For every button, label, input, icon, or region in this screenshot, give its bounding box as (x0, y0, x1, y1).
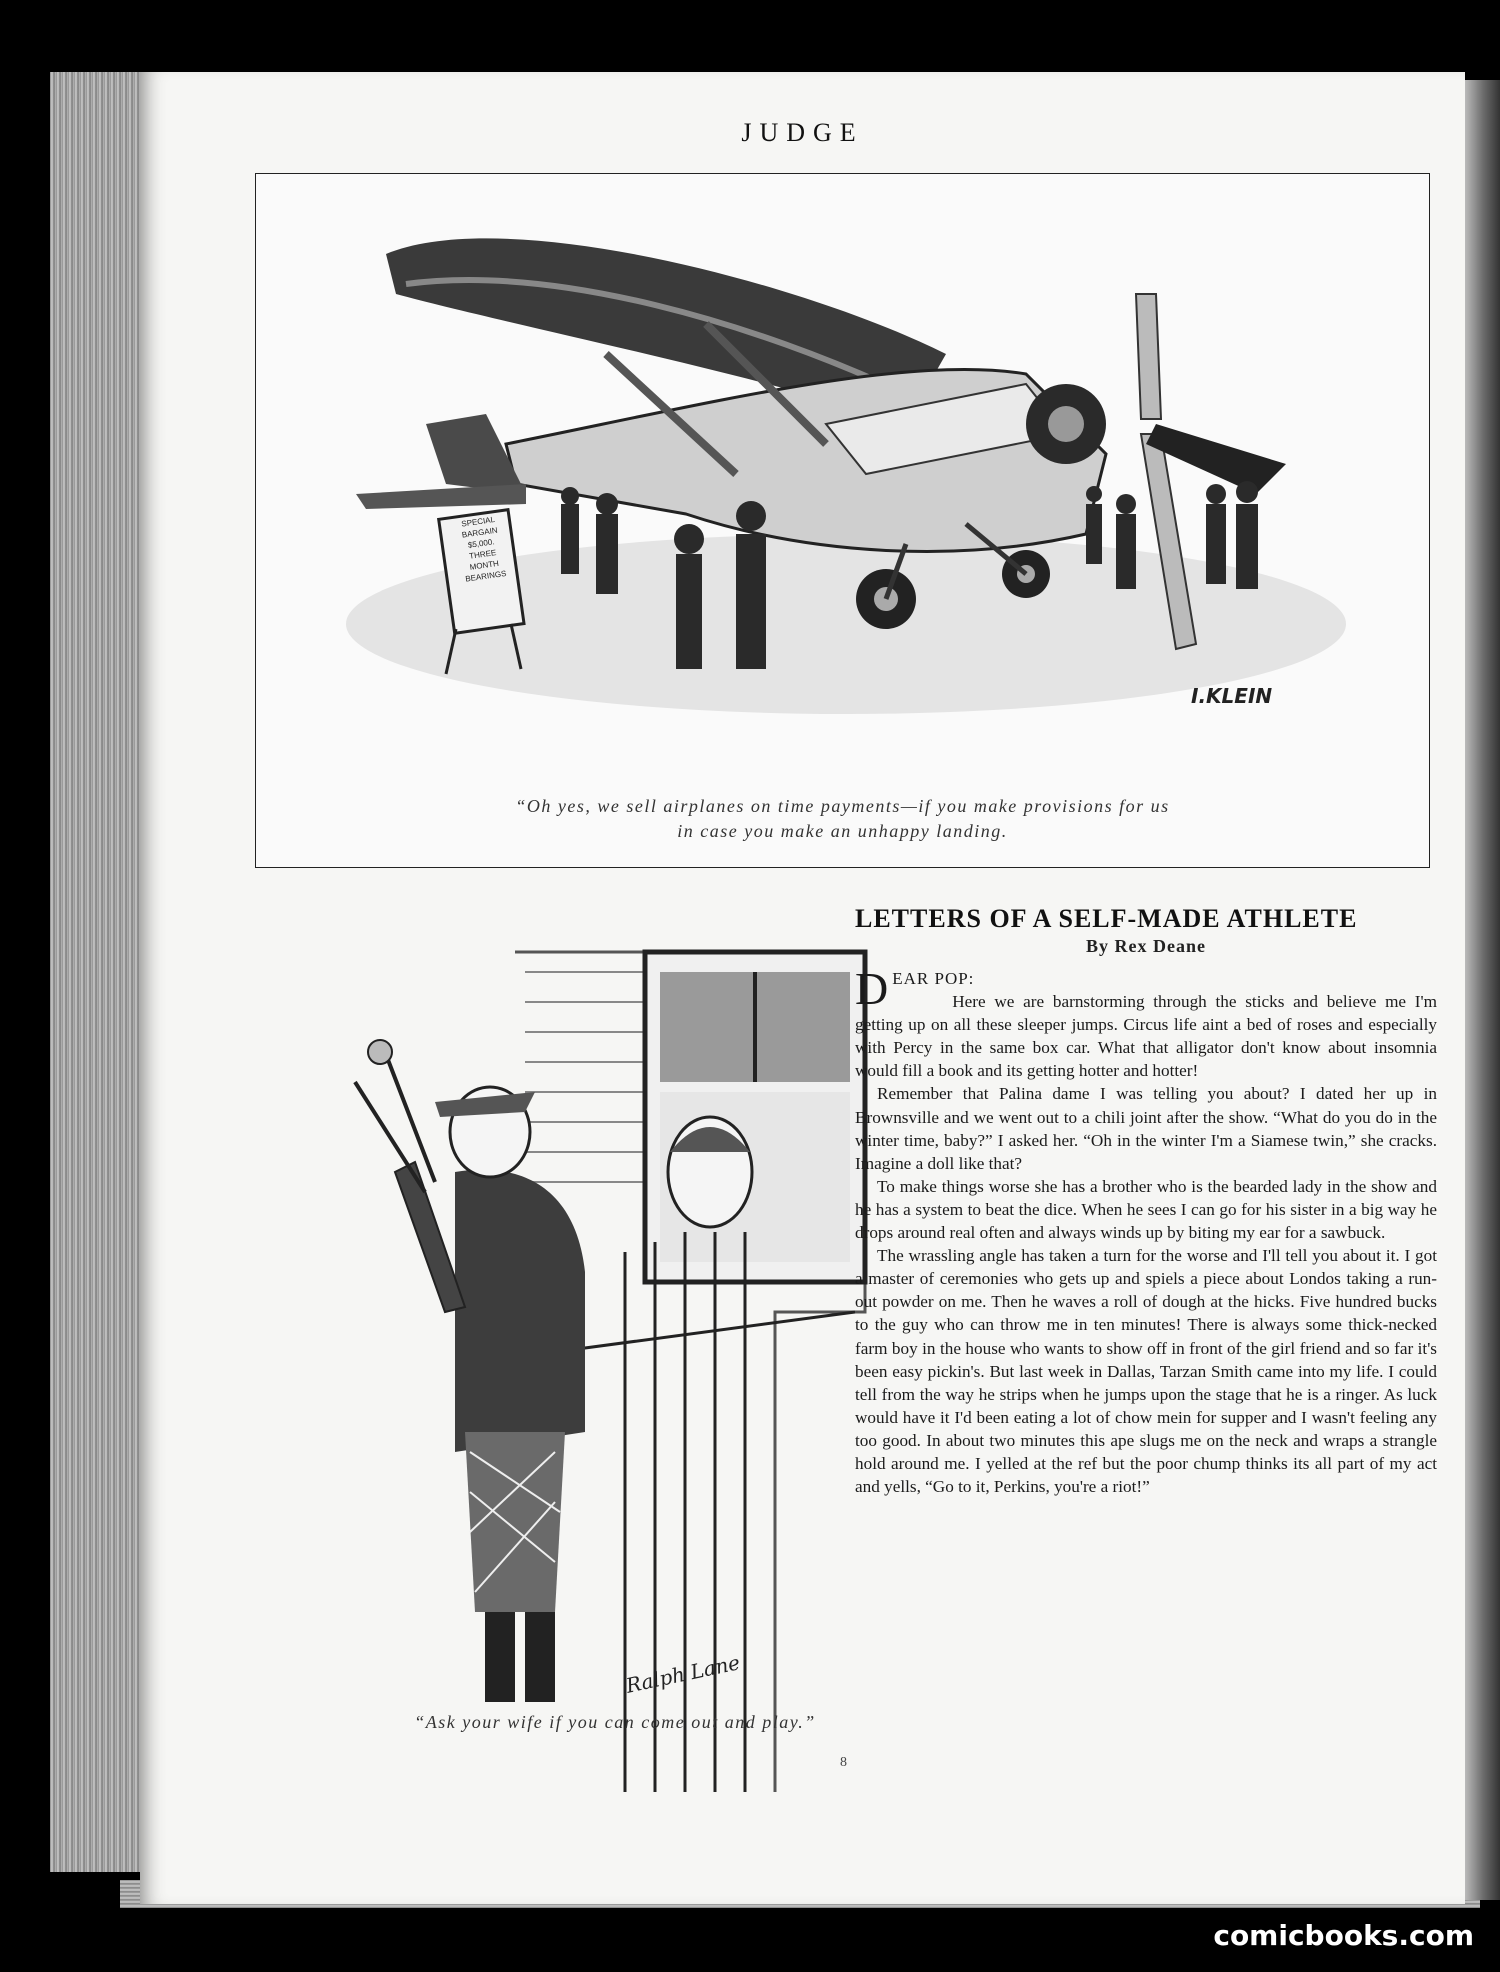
caption-line: in case you make an unhappy landing. (677, 821, 1008, 841)
page-number: 8 (840, 1755, 847, 1770)
sign-text (448, 512, 517, 586)
sign-line: MONTH (469, 558, 500, 572)
magazine-page (140, 72, 1465, 1904)
drop-cap: D (855, 963, 889, 1014)
golf-artist-signature: Ralph Lane (623, 1650, 743, 1698)
artist-signature: I.KLEIN (1191, 684, 1273, 708)
paragraph-text: Here we are barnstorming through the sticks and believe me I'm getting up on all these sleeper jumps. Circus life aint a bed of roses and especially with Percy in the same box car. What that alligator don't know about insomnia would fill a book and its getting hotter and hotter! (855, 992, 1437, 1081)
cartoon-caption (256, 794, 1429, 844)
article-paragraph: To make things worse she has a brother who is the bearded lady in the show and he has a system to beat the dice. When he sees I can go for his sister in a big way he drops around real often and always winds up by biting my ear for a sawbuck. (855, 1176, 1437, 1243)
article-body (855, 963, 1437, 1498)
article-byline: By Rex Deane (1086, 936, 1206, 956)
airplane-cartoon-panel (255, 173, 1430, 868)
salutation: EAR POP: (892, 969, 975, 988)
sign-line: BEARINGS (464, 568, 507, 584)
caption-line: “Oh yes, we sell airplanes on time payments—if you make provisions for us (515, 796, 1170, 816)
article-paragraph (855, 963, 1437, 1082)
article-title: LETTERS OF A SELF-MADE ATHLETE (855, 904, 1358, 933)
golf-cartoon-caption: “Ask your wife if you can come out and play.” (414, 1712, 816, 1732)
airplane-cartoon-illustration (306, 204, 1386, 764)
sign-line: SPECIAL (460, 514, 496, 529)
article (855, 904, 1437, 1498)
masthead: JUDGE (741, 118, 864, 147)
sign-line: THREE (468, 548, 497, 561)
article-paragraph: Remember that Palina dame I was telling you about? I dated her up in Brownsville and we went out to a chili joint after the show. “What do you do in the winter time, baby?” I asked her. “Oh in the winter I'm a Siamese twin,” she cracks. Imagine a doll like that? (855, 1084, 1437, 1173)
sign-line: $5,000. (467, 537, 496, 550)
site-watermark: comicbooks.com (1213, 1919, 1474, 1952)
article-paragraph: The wrassling angle has taken a turn for the worse and I'll tell you about it. I got a master of ceremonies who gets up and spiels a piece about Londos taking a run-out powder on me. Then he waves a roll of dough at the hicks. Five hundred bucks to the guy who can throw me in ten minutes! There is always some thick-necked farm boy in the house who wants to show off in front of the girl friend and so far it's been easy pickin's. But last week in Dallas, Tarzan Smith came into my life. I could tell from the way he strips when he jumps upon the stage that he is a ringer. As luck would have it I'd been eating a lot of chow mein for supper and I wasn't feeling any too good. In about two minutes this ape slugs me on the neck and wraps a strangle hold around me. I yelled at the ref but the poor chump thinks its all part of my act and yells, “Go to it, Perkins, you're a riot!” (855, 1246, 1437, 1497)
sign-line: BARGAIN (461, 525, 499, 540)
